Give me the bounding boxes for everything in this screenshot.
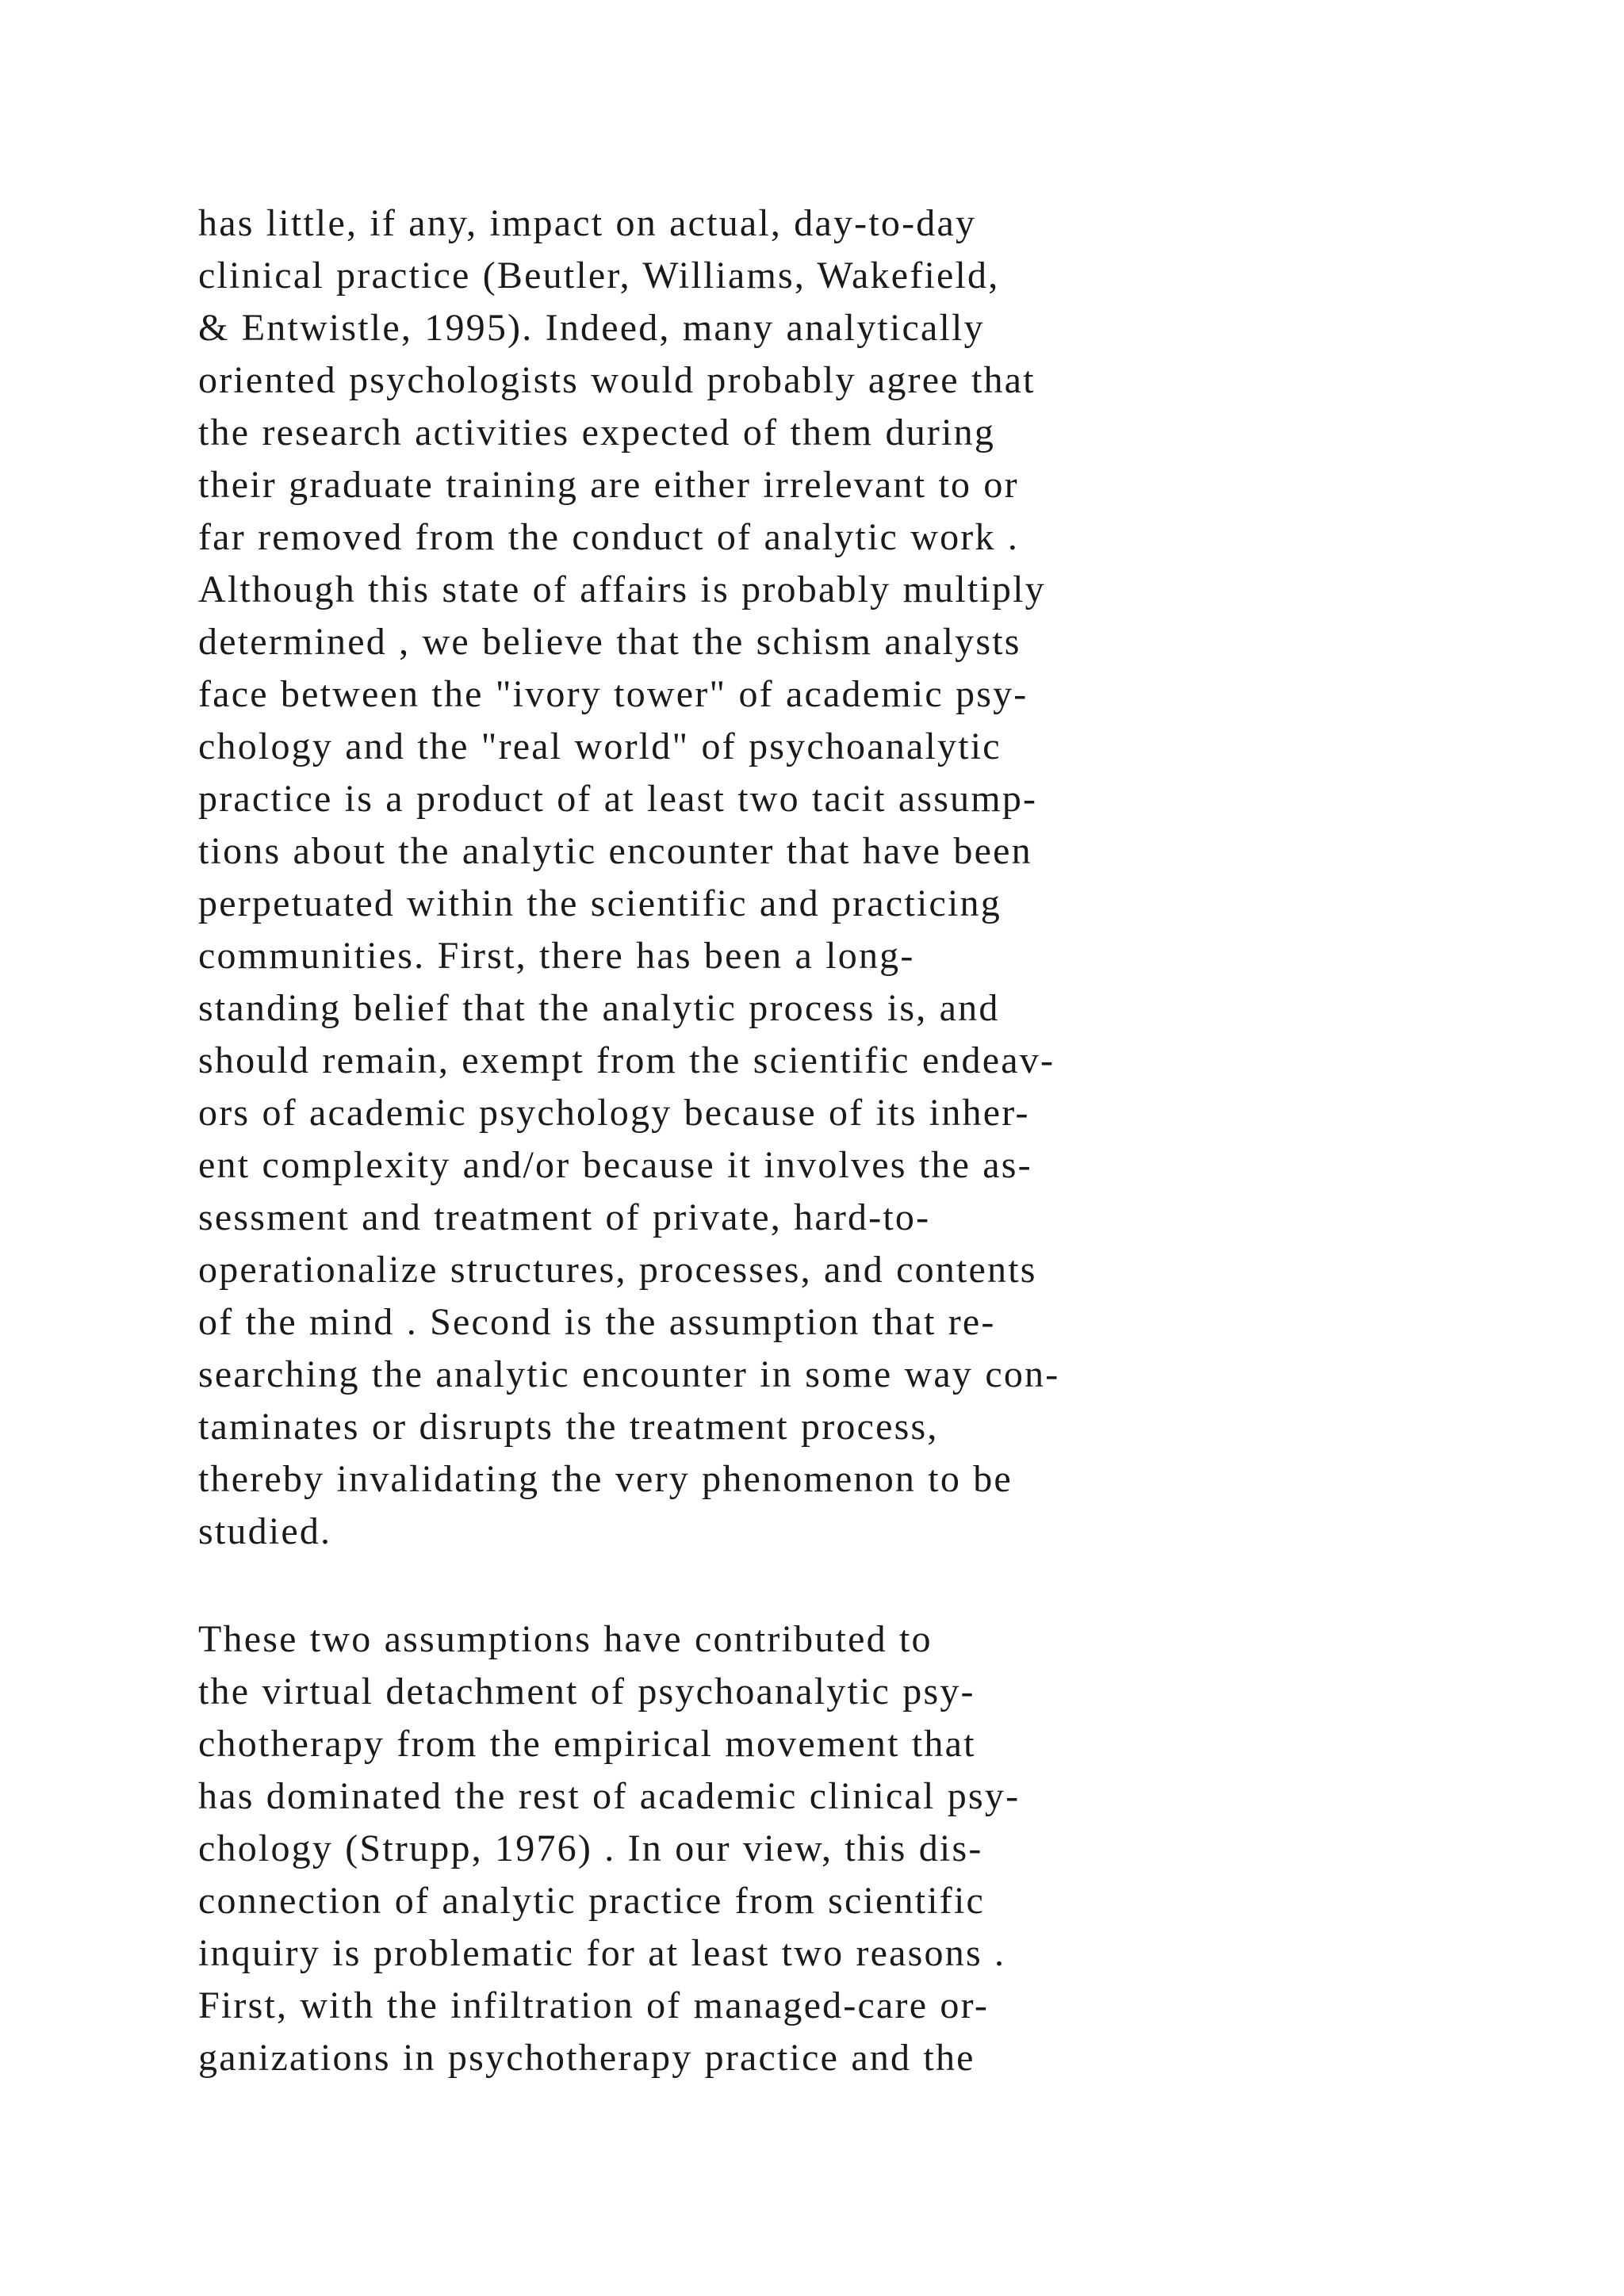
text-line: communities. First, there has been a long- [198,935,915,977]
text-line: has dominated the rest of academic clinical psy- [198,1775,1021,1817]
text-line: studied. [198,1510,332,1552]
text-line: & Entwistle, 1995). Indeed, many analytically [198,307,985,349]
text-line: has little, if any, impact on actual, day-to-day [198,202,977,244]
text-line: of the mind . Second is the assumption that re- [198,1301,996,1343]
text-line: face between the "ivory tower" of academic psy- [198,673,1028,715]
text-line: ganizations in psychotherapy practice and the [198,2037,975,2079]
text-line: clinical practice (Beutler, Williams, Wakefield, [198,254,1000,297]
text-line: their graduate training are either irrelevant to or [198,464,1019,506]
paragraph-1 [198,197,1435,1558]
text-line: chology and the "real world" of psychoanalytic [198,725,1002,767]
text-line: inquiry is problematic for at least two reasons . [198,1932,1006,1974]
text-line: chology (Strupp, 1976) . In our view, this dis- [198,1827,983,1869]
text-line: These two assumptions have contributed to [198,1618,933,1660]
text-line: determined , we believe that the schism analysts [198,621,1021,663]
text-line: standing belief that the analytic process is, and [198,987,1000,1029]
text-line: First, with the infiltration of managed-care or- [198,1984,990,2026]
text-line: perpetuated within the scientific and practicing [198,882,1002,924]
text-line: searching the analytic encounter in some way con- [198,1353,1060,1395]
text-line: tions about the analytic encounter that have been [198,830,1032,872]
text-line: oriented psychologists would probably agree that [198,359,1036,401]
text-line: the virtual detachment of psychoanalytic psy- [198,1670,975,1712]
text-line: thereby invalidating the very phenomenon to be [198,1458,1013,1500]
paragraph-2 [198,1613,1435,2084]
text-line: practice is a product of at least two tacit assump- [198,778,1038,820]
text-line: should remain, exempt from the scientific endeav- [198,1039,1055,1081]
text-line: chotherapy from the empirical movement that [198,1723,976,1765]
text-line: operationalize structures, processes, and contents [198,1249,1037,1291]
text-line: connection of analytic practice from scientific [198,1880,985,1922]
text-line: Although this state of affairs is probably multiply [198,568,1046,610]
text-line: far removed from the conduct of analytic work . [198,516,1020,558]
text-line: ent complexity and/or because it involves the as- [198,1144,1032,1186]
text-line: the research activities expected of them during [198,411,996,453]
text-line: taminates or disrupts the treatment process, [198,1406,939,1448]
text-line: ors of academic psychology because of its inher- [198,1092,1030,1134]
text-line: sessment and treatment of private, hard-to- [198,1196,931,1238]
